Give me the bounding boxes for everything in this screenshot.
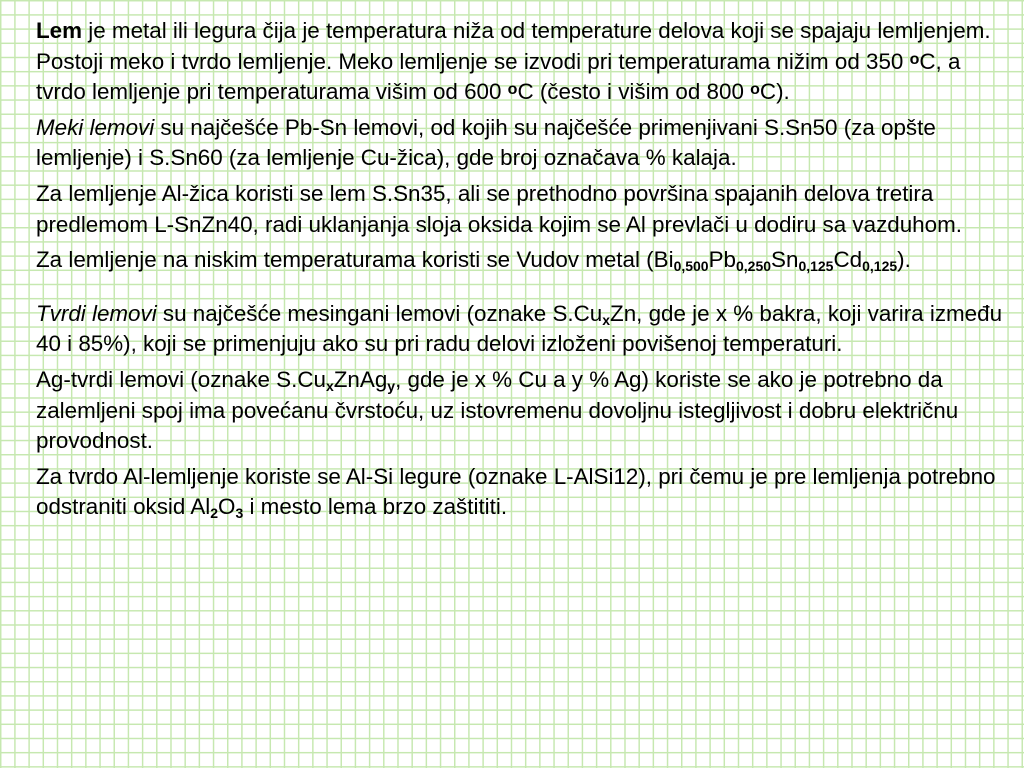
text-segment: i mesto lema brzo zaštititi.	[243, 494, 508, 520]
slide-content	[36, 16, 1008, 528]
subscript: 3	[235, 505, 244, 522]
paragraph-al-lemljenje	[36, 462, 1008, 523]
element-sn: Sn	[771, 247, 799, 273]
text-segment: je metal ili legura čija je temperatura niža od temperature delova koji se spajaju lemljenjem. Postoji meko i tvrdo lemljenje. Meko lemljenje se izvodi pri temperaturama nižim od 350	[36, 18, 991, 74]
text-segment: su najčešće mesingani lemovi (oznake S.Cu	[156, 300, 603, 326]
text-segment: ).	[897, 247, 911, 273]
subscript: 0,500	[673, 258, 709, 275]
text-segment: O	[218, 494, 236, 520]
text-segment: Za lemljenje na niskim temperaturama koristi se Vudov metal (	[36, 247, 654, 273]
term-tvrdi-lemovi: Tvrdi lemovi	[36, 300, 157, 326]
text-segment: Zn, gde je x % bakra, koji varira između 40 i 85%), koji se primenjuju ako su pri radu delovi izloženi povišenoj temperaturi.	[36, 300, 1003, 357]
element-cd: Cd	[833, 247, 863, 273]
element-pb: Pb	[708, 247, 736, 273]
paragraph-tvrdi-lemovi	[36, 299, 1008, 360]
paragraph-ag-tvrdi-lemovi	[36, 365, 1008, 457]
term-meki-lemovi: Meki lemovi	[36, 114, 155, 140]
text-segment: C (često i višim od 800	[517, 79, 751, 105]
text-segment: C).	[759, 79, 790, 105]
text-segment: su najčešće Pb-Sn lemovi, od kojih su najčešće primenjivani S.Sn50 (za opšte lemljenje) i S.Sn60 (za lemljenje Cu-žica), gde broj označava % kalaja.	[36, 114, 936, 171]
subscript: 0,125	[862, 258, 898, 275]
term-lem: Lem	[36, 18, 83, 43]
degree-sign: o	[507, 81, 518, 99]
subscript: 0,125	[798, 258, 834, 275]
text-segment: C, a tvrdo lemljenje pri temperaturama višim od 600	[36, 48, 961, 105]
text-segment: Ag-tvrdi lemovi (oznake S.Cu	[36, 366, 326, 392]
paragraph-meki-lemovi	[36, 113, 1008, 174]
subscript: y	[387, 377, 396, 394]
subscript: 2	[210, 505, 219, 522]
text-segment: , gde je x % Cu a y % Ag) koriste se ako je potrebno da zalemljeni spoj ima povećanu čvrstoću, uz istovremenu dovoljnu istegljivost i dobru električnu provodnost.	[36, 366, 959, 454]
subscript: x	[325, 377, 334, 394]
paragraph-vudov-metal	[36, 245, 1008, 276]
paragraph-lem-definition	[36, 16, 1008, 108]
paragraph-al-zica	[36, 179, 1008, 240]
degree-sign: o	[750, 81, 760, 99]
subscript: x	[602, 311, 611, 328]
element-bi: Bi	[653, 247, 674, 273]
text-segment: ZnAg	[333, 366, 388, 392]
degree-sign: o	[909, 50, 920, 68]
text-segment: Za tvrdo Al-lemljenje koriste se Al-Si legure (oznake L-AlSi12), pri čemu je pre lemljenja potrebno odstraniti oksid Al	[36, 463, 996, 520]
text-segment: Za lemljenje Al-žica koristi se lem S.Sn35, ali se prethodno površina spajanih delova tretira predlemom L-SnZn40, radi uklanjanja sloja oksida kojim se Al prevlači u dodiru sa vazduhom.	[36, 180, 962, 237]
subscript: 0,250	[736, 258, 772, 275]
